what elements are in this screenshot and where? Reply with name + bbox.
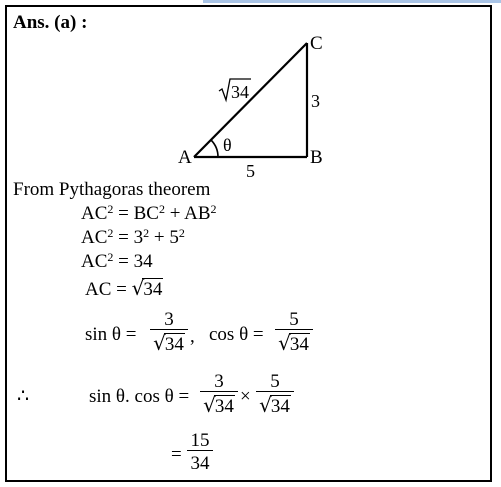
therefore-symbol: ∴: [17, 386, 30, 407]
angle-arc: [211, 140, 218, 157]
final-equals: =: [171, 444, 182, 465]
vertex-c-label: C: [310, 33, 323, 54]
header-accent-line: [203, 0, 501, 3]
equation-line-3: $AC^2 = 34$: [81, 250, 153, 272]
answer-box: [5, 5, 492, 482]
equation-line-4: AC = √34: [85, 276, 163, 300]
times-symbol: ×: [240, 386, 251, 407]
angle-theta-label: θ: [223, 135, 232, 155]
comma: ,: [190, 326, 195, 347]
cos-label: cos θ =: [209, 324, 264, 345]
svg-text:34: 34: [231, 82, 249, 102]
side-ac-label: [219, 79, 251, 102]
product-fraction-2: $\frac{5}{√34}$: [256, 372, 294, 416]
equation-line-2: $AC^2 = 3^2 + 5^2$: [81, 226, 185, 248]
answer-label: Ans. (a) :: [13, 12, 88, 33]
vertex-a-label: A: [178, 147, 192, 168]
sin-fraction: $\frac{3}{√34}$: [150, 310, 188, 354]
final-fraction: $\frac{15}{34}$: [187, 431, 213, 473]
vertex-b-label: B: [310, 147, 323, 168]
product-fraction-1: $\frac{3}{√34}$: [200, 372, 238, 416]
triangle-diagram: [167, 31, 367, 181]
side-ac-line: [194, 43, 307, 157]
sin-label: sin θ =: [85, 324, 137, 345]
side-bc-label: 3: [311, 91, 320, 111]
side-ab-label: 5: [246, 161, 255, 181]
equation-line-1: $AC^2 = BC^2 + AB^2$: [81, 202, 217, 224]
product-label: sin θ. cos θ =: [89, 386, 190, 407]
cos-fraction: $\frac{5}{√34}$: [275, 310, 313, 354]
intro-text: From Pythagoras theorem: [13, 179, 211, 200]
